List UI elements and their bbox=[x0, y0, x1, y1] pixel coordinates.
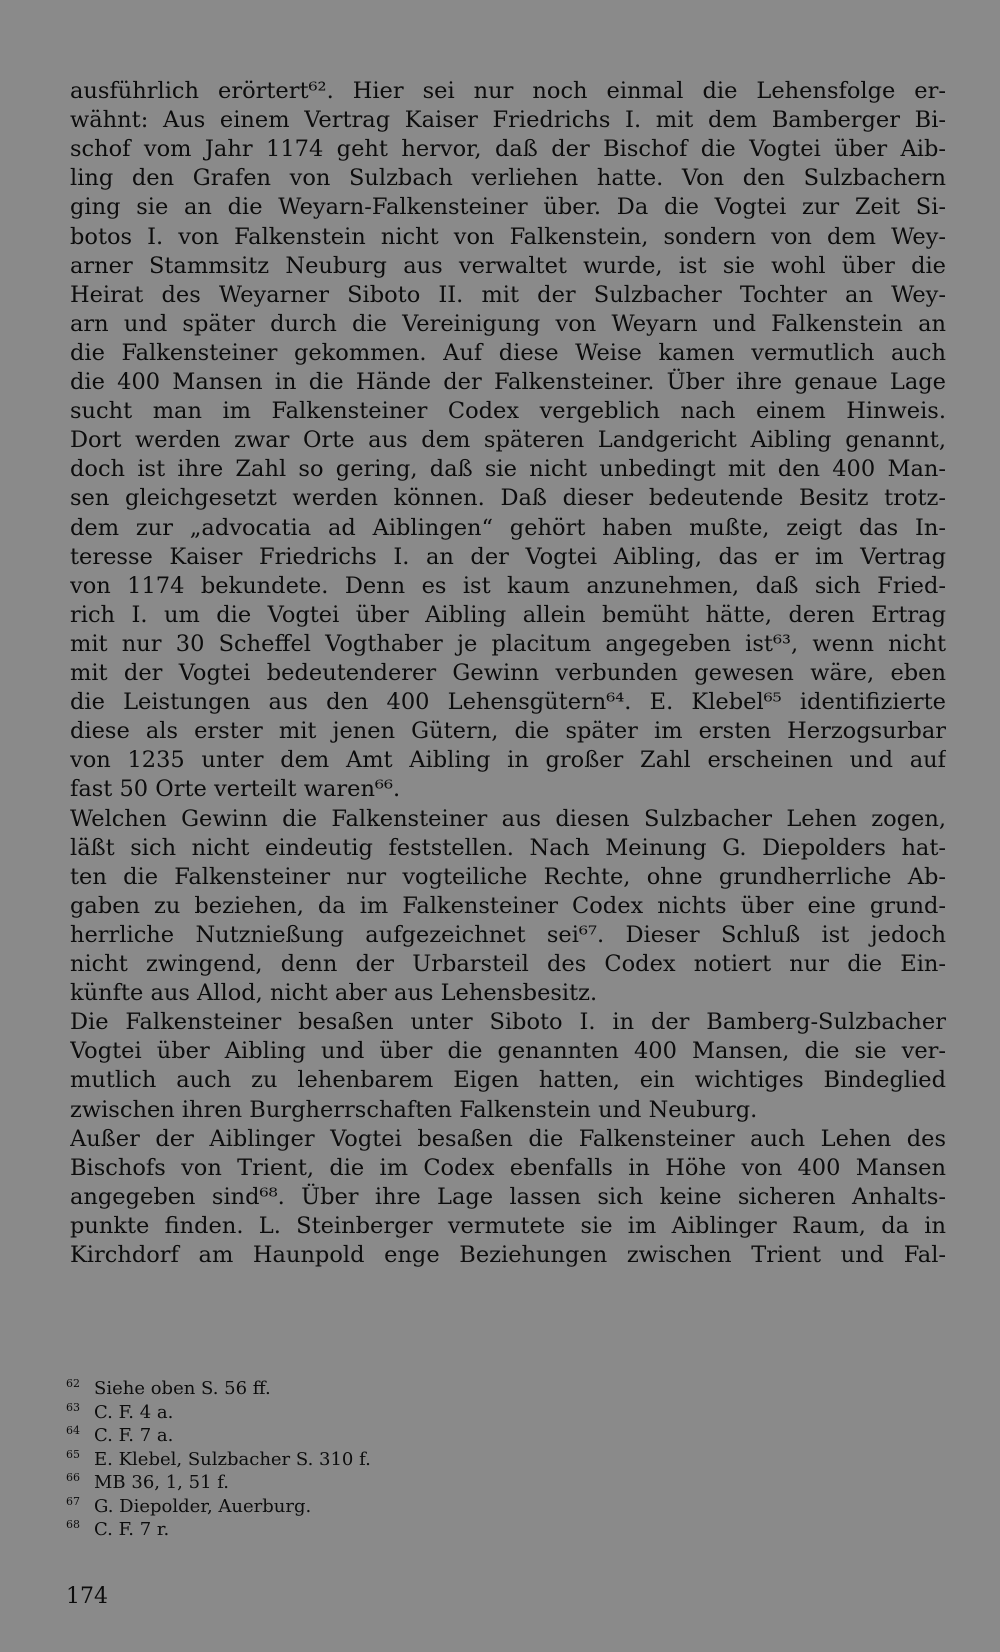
text-line: nicht zwingend, denn der Urbarsteil des Codex notiert nur die Ein- bbox=[70, 951, 946, 977]
footnote bbox=[66, 1443, 371, 1470]
text-line: angegeben sind⁶⁸. Über ihre Lage lassen sich keine sicheren Anhalts- bbox=[70, 1183, 946, 1210]
text-line: schof vom Jahr 1174 geht hervor, daß der Bischof die Vogtei über Aib- bbox=[70, 136, 946, 163]
text-line: Bischofs von Trient, die im Codex ebenfalls in Höhe von 400 Mansen bbox=[70, 1154, 946, 1181]
text-line: die Falkensteiner gekommen. Auf diese Weise kamen vermutlich auch bbox=[70, 339, 946, 366]
footnote-number: 66 bbox=[66, 1471, 80, 1484]
text-line: Kirchdorf am Haunpold enge Beziehungen zwischen Trient und Fal- bbox=[70, 1242, 946, 1268]
text-line: gaben zu beziehen, da im Falkensteiner Codex nichts über eine grund- bbox=[70, 892, 946, 919]
footnote bbox=[66, 1372, 271, 1399]
footnote bbox=[66, 1513, 170, 1540]
text-line: wähnt: Aus einem Vertrag Kaiser Friedrichs I. mit dem Bamberger Bi- bbox=[70, 107, 946, 134]
footnote bbox=[66, 1396, 174, 1423]
footnote-number: 64 bbox=[66, 1424, 80, 1437]
text-line: botos I. von Falkenstein nicht von Falkenstein, sondern von dem Wey- bbox=[70, 223, 946, 250]
text-line: ging sie an die Weyarn-Falkensteiner über. Da die Vogtei zur Zeit Si- bbox=[70, 194, 946, 221]
text-line: Außer der Aiblinger Vogtei besaßen die Falkensteiner auch Lehen des bbox=[70, 1125, 946, 1152]
text-line: von 1174 bekundete. Denn es ist kaum anzunehmen, daß sich Fried- bbox=[70, 572, 946, 599]
footnote-number: 67 bbox=[66, 1494, 80, 1508]
footnote-text: E. Klebel, Sulzbacher S. 310 f. bbox=[94, 1448, 371, 1470]
footnote-text: G. Diepolder, Auerburg. bbox=[94, 1495, 312, 1517]
footnote-text: C. F. 7 a. bbox=[94, 1425, 174, 1446]
text-line: Die Falkensteiner besaßen unter Siboto I. in der Bamberg-Sulzbacher bbox=[70, 1009, 946, 1036]
text-line: teresse Kaiser Friedrichs I. an der Vogtei Aibling, das er im Vertrag bbox=[70, 543, 946, 570]
text-line: fast 50 Orte verteilt waren⁶⁶. bbox=[70, 776, 401, 803]
text-line: rich I. um die Vogtei über Aibling allein bemüht hätte, deren Ertrag bbox=[70, 601, 946, 628]
footnote-number: 68 bbox=[66, 1518, 80, 1531]
text-line: mutlich auch zu lehenbarem Eigen hatten, ein wichtiges Bindeglied bbox=[70, 1067, 946, 1094]
footnote bbox=[66, 1419, 174, 1446]
text-line: Welchen Gewinn die Falkensteiner aus diesen Sulzbacher Lehen zogen, bbox=[70, 805, 946, 832]
text-line: läßt sich nicht eindeutig feststellen. Nach Meinung G. Diepolders hat- bbox=[70, 834, 946, 861]
footnote-number: 65 bbox=[66, 1447, 80, 1461]
text-line: ausführlich erörtert⁶². Hier sei nur noch einmal die Lehensfolge er- bbox=[70, 78, 946, 104]
text-line: künfte aus Allod, nicht aber aus Lehensbesitz. bbox=[70, 980, 598, 1007]
text-line: sen gleichgesetzt werden können. Daß dieser bedeutende Besitz trotz- bbox=[70, 485, 946, 512]
footnote-text: Siehe oben S. 56 ff. bbox=[94, 1378, 271, 1399]
text-line: die 400 Mansen in die Hände der Falkensteiner. Über ihre genaue Lage bbox=[70, 369, 946, 395]
footnote-number: 62 bbox=[66, 1377, 80, 1390]
text-line: dem zur „advocatia ad Aiblingen“ gehört haben mußte, zeigt das In- bbox=[70, 514, 946, 541]
text-line: von 1235 unter dem Amt Aibling in großer Zahl erscheinen und auf bbox=[70, 747, 946, 774]
text-line: Heirat des Weyarner Siboto II. mit der Sulzbacher Tochter an Wey- bbox=[70, 281, 946, 308]
text-line: zwischen ihren Burgherrschaften Falkenstein und Neuburg. bbox=[70, 1096, 758, 1123]
page-number: 174 bbox=[66, 1584, 108, 1609]
text-line: ten die Falkensteiner nur vogteiliche Rechte, ohne grundherrliche Ab- bbox=[70, 863, 946, 890]
text-line: ling den Grafen von Sulzbach verliehen hatte. Von den Sulzbachern bbox=[70, 165, 946, 192]
text-line: mit der Vogtei bedeutenderer Gewinn verbunden gewesen wäre, eben bbox=[70, 660, 946, 686]
text-line: die Leistungen aus den 400 Lehensgütern⁶⁴. E. Klebel⁶⁵ identifizierte bbox=[70, 689, 946, 716]
footnote-text: C. F. 7 r. bbox=[94, 1519, 170, 1540]
text-line: arner Stammsitz Neuburg aus verwaltet wurde, ist sie wohl über die bbox=[70, 252, 946, 279]
text-line: arn und später durch die Vereinigung von Weyarn und Falkenstein an bbox=[70, 310, 946, 337]
text-line: doch ist ihre Zahl so gering, daß sie nicht unbedingt mit den 400 Man- bbox=[70, 456, 946, 483]
footnote-number: 63 bbox=[66, 1400, 80, 1414]
footnote bbox=[66, 1490, 312, 1517]
text-line: diese als erster mit jenen Gütern, die später im ersten Herzogsurbar bbox=[70, 718, 946, 745]
text-line: punkte finden. L. Steinberger vermutete sie im Aiblinger Raum, da in bbox=[70, 1212, 946, 1239]
text-line: mit nur 30 Scheffel Vogthaber je placitum angegeben ist⁶³, wenn nicht bbox=[70, 630, 946, 657]
text-line: Dort werden zwar Orte aus dem späteren Landgericht Aibling genannt, bbox=[70, 427, 946, 454]
footnote-text: C. F. 4 a. bbox=[94, 1401, 174, 1423]
text-line: Vogtei über Aibling und über die genannten 400 Mansen, die sie ver- bbox=[70, 1038, 946, 1065]
footnote-text: MB 36, 1, 51 f. bbox=[94, 1472, 229, 1493]
text-line: sucht man im Falkensteiner Codex vergeblich nach einem Hinweis. bbox=[70, 398, 946, 425]
footnote bbox=[66, 1466, 229, 1493]
text-line: herrliche Nutznießung aufgezeichnet sei⁶⁷. Dieser Schluß ist jedoch bbox=[70, 921, 946, 948]
